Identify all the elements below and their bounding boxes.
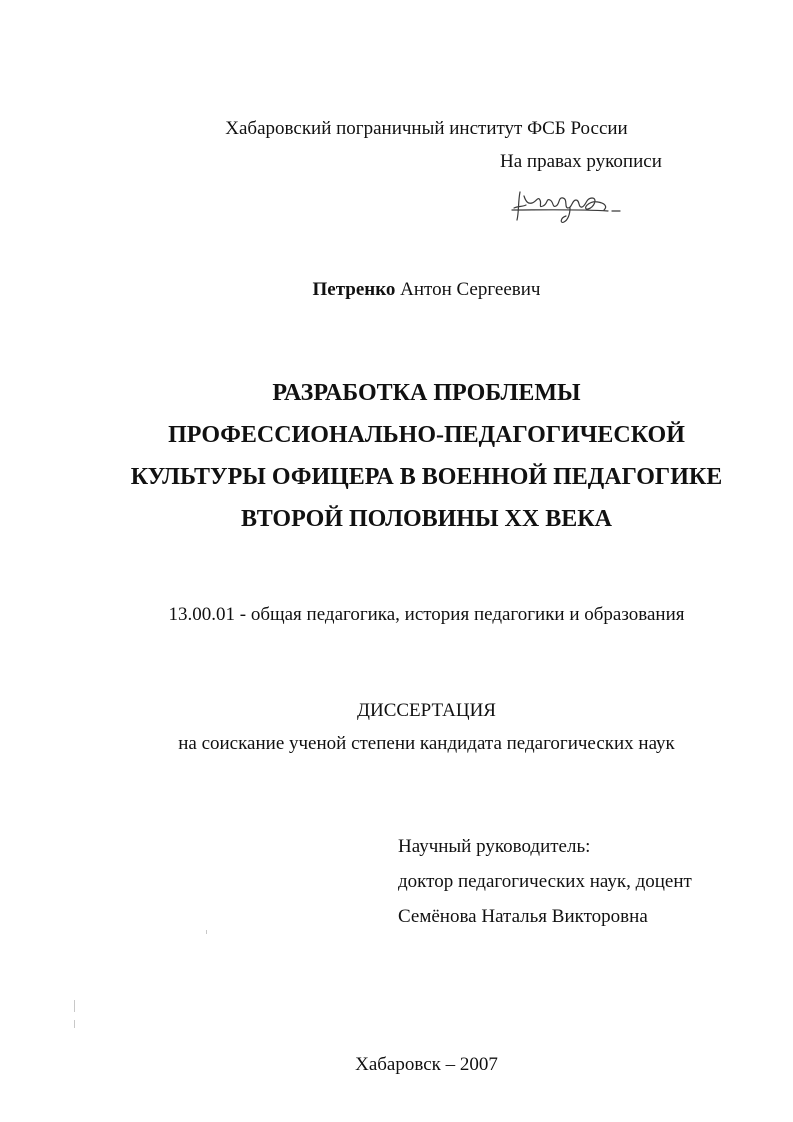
author-surname: Петренко bbox=[312, 279, 396, 300]
scan-speck bbox=[74, 1000, 75, 1012]
title-line: ПРОФЕССИОНАЛЬНО-ПЕДАГОГИЧЕСКОЙ bbox=[168, 422, 685, 448]
advisor-rank: доктор педагогических наук, доцент bbox=[398, 871, 692, 892]
scan-speck bbox=[74, 1020, 75, 1028]
author-given-names: Антон Сергеевич bbox=[400, 279, 541, 300]
title-line: ВТОРОЙ ПОЛОВИНЫ XX ВЕКА bbox=[241, 506, 612, 532]
signature-icon bbox=[508, 178, 628, 228]
degree-statement: на соискание ученой степени кандидата педагогических наук bbox=[178, 733, 675, 754]
document-type: ДИССЕРТАЦИЯ bbox=[357, 700, 496, 721]
institution-name: Хабаровский пограничный институт ФСБ России bbox=[225, 118, 628, 139]
scan-speck bbox=[206, 930, 207, 934]
specialty-code: 13.00.01 - общая педагогика, история педагогики и образования bbox=[168, 604, 685, 625]
title-line: РАЗРАБОТКА ПРОБЛЕМЫ bbox=[272, 380, 581, 406]
title-line: КУЛЬТУРЫ ОФИЦЕРА В ВОЕННОЙ ПЕДАГОГИКЕ bbox=[130, 464, 723, 490]
advisor-label: Научный руководитель: bbox=[398, 836, 591, 857]
manuscript-rights-note: На правах рукописи bbox=[500, 151, 662, 172]
scientific-advisor bbox=[398, 829, 692, 934]
advisor-name: Семёнова Наталья Викторовна bbox=[398, 906, 648, 927]
city-year: Хабаровск – 2007 bbox=[355, 1054, 498, 1075]
dissertation-title bbox=[0, 372, 793, 540]
author-name bbox=[0, 279, 793, 301]
